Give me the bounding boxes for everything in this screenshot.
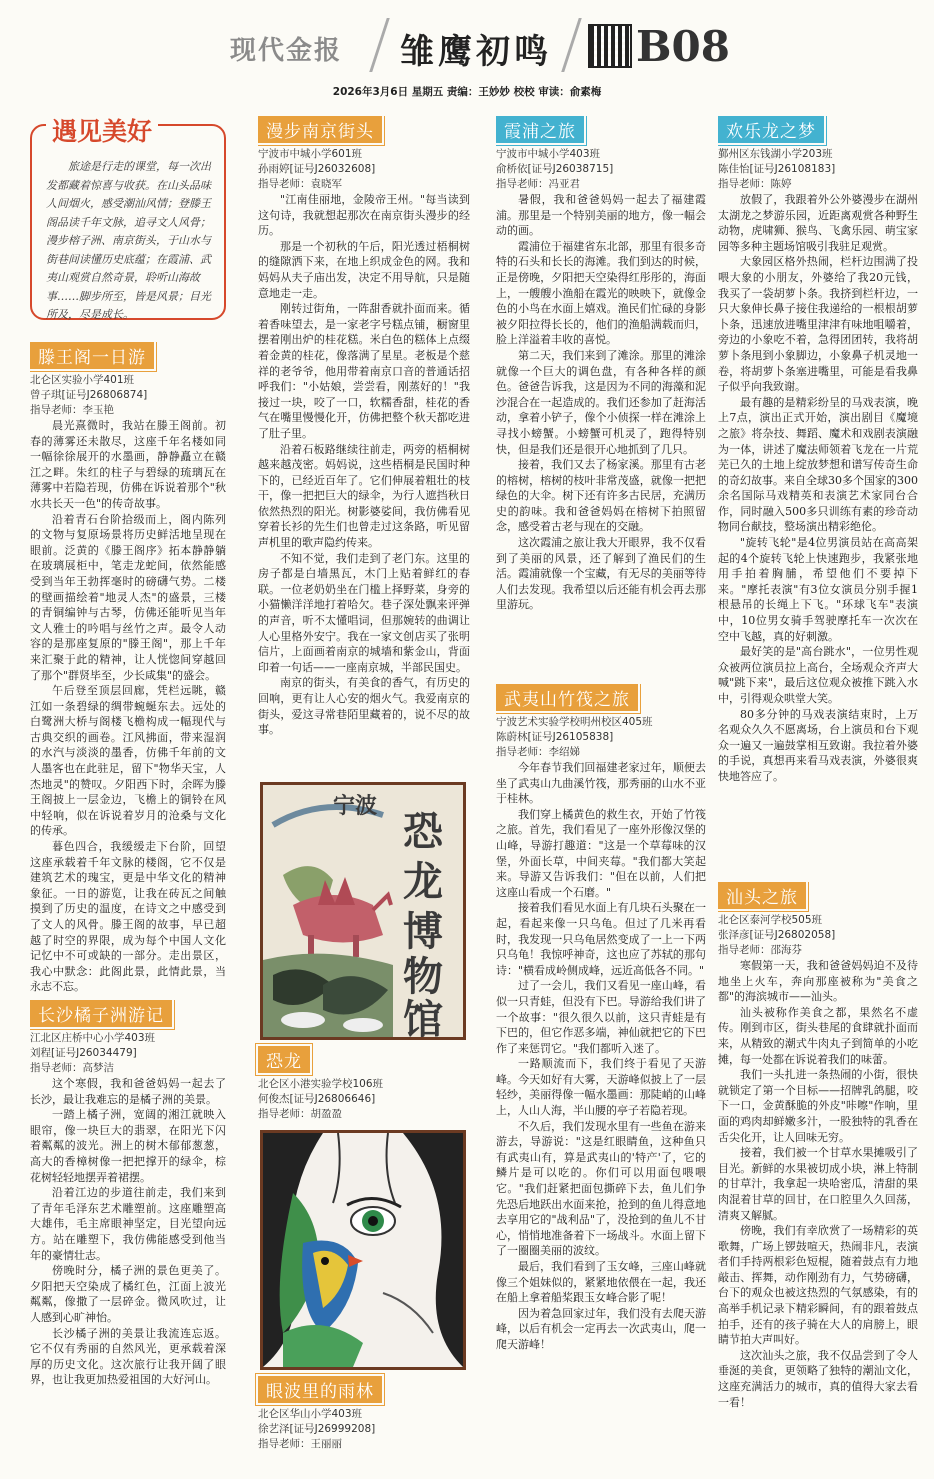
article-title: 汕头之旅 (718, 882, 806, 909)
paragraph: 接着，我们被一个甘草水果摊吸引了目光。新鲜的水果被切成小块，淋上特制的甘草汁，我拿起一块哈密瓜，清甜的果肉混着甘草的回甘，在口腔里久久回荡，清爽又解腻。 (718, 1146, 918, 1222)
article-author: 曾子琪[证号J26806874] (30, 389, 148, 401)
paragraph: 暑假，我和爸爸妈妈一起去了福建霞浦。那里是一个特别美丽的地方，像一幅会动的画。 (496, 193, 706, 238)
paragraph: 傍晚时分，橘子洲的景色更美了。夕阳把天空染成了橘红色，江面上波光粼粼，像撒了一层碎金。微风吹过，让人感到心旷神怡。 (30, 1264, 226, 1324)
column-2 (258, 116, 470, 1452)
artwork-caption-dinosaur (258, 1046, 470, 1122)
paragraph: 沿着石板路继续往前走，两旁的梧桐树越来越茂密。妈妈说，这些梧桐是民国时种下的，已经近百年了。它们伸展着粗壮的枝干，像一把把巨大的绿伞，为行人遮挡秋日依然热烈的阳光。树影婆娑间，我仿佛看见穿着长衫的先生们也曾走过这条路，听见留声机里的歌声隐约传来。 (258, 442, 470, 550)
article-xiapu (496, 116, 706, 678)
face-and-parrot-illustration (263, 1133, 463, 1367)
paragraph: 80多分钟的马戏表演结束时，上万名观众久久不愿离场，台上演员和台下观众一遍又一遍鼓掌相互致谢。我拉着外婆的手说，真想再来看马戏表演，外婆很爽快地答应了。 (718, 707, 918, 783)
article-teacher: 指导老师：袁晓军 (258, 178, 342, 190)
article-body (30, 1076, 226, 1388)
article-wuyi (496, 684, 706, 1454)
paragraph: 暮色四合，我缓缓走下台阶，回望这座承载着千年文脉的楼阁，它不仅是建筑艺术的瑰宝，更是中华文化的精神象征。一日的游览，让我在砖瓦之间触摸到了历史的温度，在诗文之中感受到了文人的风骨。滕王阁的故事，早已超越了时空的界限，成为每个中国人文化记忆中不可或缺的一部分。走出景区，我心中默念：此阁此景，此情此景，当永志不忘。 (30, 840, 226, 994)
article-author: 陈佳怡[证号J26108183] (718, 163, 836, 175)
artwork-author: 徐艺泽[证号J26999208] (258, 1423, 376, 1435)
article-teacher: 指导老师：冯亚君 (496, 178, 580, 190)
article-author: 俞桥依[证号J26038715] (496, 163, 614, 175)
article-author: 陈蔚林[证号J26105838] (496, 731, 614, 743)
paragraph: "江南佳丽地，金陵帝王州。"每当读到这句诗，我就想起那次在南京街头漫步的经历。 (258, 193, 470, 238)
article-teacher: 指导老师：高梦洁 (30, 1062, 114, 1074)
article-school: 宁波市中城小学403班 (496, 148, 601, 160)
paragraph: 过了一会儿，我们又看见一座山峰，看似一只青蛙，但没有下巴。导游给我们讲了一个故事："很久很久以前，这只青蛙是有下巴的，但它作恶多端，神仙就把它的下巴作了来惩罚它。"我们都听入迷了。 (496, 979, 706, 1055)
article-title: 漫步南京街头 (258, 116, 382, 143)
paragraph: 接着，我们又去了杨家溪。那里有古老的榕树，榕树的枝叶非常茂盛，就像一把把绿色的大伞。树下还有许多古民居，充满历史的韵味。我和爸爸妈妈在榕树下拍照留念，感受着古老与现在的交融。 (496, 458, 706, 534)
artwork-teacher: 指导老师：王丽丽 (258, 1438, 342, 1450)
paragraph: 沿着江边的步道往前走，我们来到了青年毛泽东艺术雕塑前。这座雕塑高大雄伟，毛主席眼神坚定，目光望向远方。站在雕塑下，我仿佛能感受到他当年的豪情壮志。 (30, 1186, 226, 1262)
svg-text:馆: 馆 (403, 996, 443, 1037)
paper-name: 现代金报 (230, 36, 343, 66)
article-title: 霞浦之旅 (496, 116, 584, 143)
svg-text:物: 物 (403, 953, 443, 1000)
paragraph: 这个寒假，我和爸爸妈妈一起去了长沙，最让我难忘的是橘子洲的美景。 (30, 1077, 226, 1106)
paragraph: 这次汕头之旅，我不仅品尝到了令人垂涎的美食，更领略了独特的潮汕文化，这座充满活力的城市，真的值得大家去看一看！ (718, 1348, 918, 1409)
article-huanle (718, 116, 918, 876)
svg-text:博: 博 (403, 908, 443, 955)
paragraph: 第二天，我们来到了滩涂。那里的滩涂就像一个巨大的调色盘，有各种各样的颜色。爸爸告诉我，这是因为不同的海藻和泥沙混合在一起造成的。我们还参加了赶海活动，拿着小铲子，像个小侦探一样在滩涂上寻找小螃蟹。小螃蟹可机灵了，跑得特别快，但是我们还是很开心地抓到了几只。 (496, 348, 706, 456)
article-body (496, 192, 706, 613)
svg-text:龙: 龙 (403, 858, 443, 905)
column-3 (496, 116, 706, 1460)
paragraph: 晨光熹微时，我站在滕王阁前。初春的薄雾还未散尽，这座千年名楼如同一幅徐徐展开的水墨画，静静矗立在赣江之畔。朱红的柱子与碧绿的琉璃瓦在薄雾中若隐若现，仿佛在诉说着那个"秋水共长天一色"的传奇故事。 (30, 419, 226, 510)
svg-text:宁波: 宁波 (333, 793, 378, 819)
paragraph: 长沙橘子洲的美景让我流连忘返。它不仅有秀丽的自然风光，更承载着深厚的历史文化。这次旅行让我开阔了眼界，也让我更加热爱祖国的大好河山。 (30, 1326, 226, 1387)
paragraph: 一踏上橘子洲，宽阔的湘江就映入眼帘，像一块巨大的翡翠，在阳光下闪着粼粼的波光。洲上的树木郁郁葱葱，高大的香樟树像一把把撑开的绿伞，棕花树轻轻地摆弄着裙摆。 (30, 1108, 226, 1184)
article-author: 孙雨婷[证号J26032608] (258, 163, 376, 175)
artwork-title: 眼波里的雨林 (258, 1376, 382, 1403)
article-body (718, 192, 918, 785)
paragraph: 不久后，我们发现水里有一些鱼在游来游去，导游说："这是红眼睛鱼，这种鱼只有武夷山有，算是武夷山的'特产'了，它的鳞片是可以吃的。你们可以用面包喂喂它。"我们赶紧把面包撕碎下去，鱼儿们争先恐后地跃出水面来抢，抢到的鱼儿得意地去享用它的"战利品"了，没抢到的鱼儿不甘心，悄悄地准备着下一场战斗。水面上留下了一圈圈美丽的波纹。 (496, 1119, 706, 1258)
paragraph: 最有趣的是精彩纷呈的马戏表演，晚上7点，演出正式开始，演出剧目《魔境之旅》将杂技、舞蹈、魔术和戏剧表演融为一体，讲述了魔法师领着飞龙在一片荒芜已久的土地上绽放梦想和谱写传奇生命的奇幻故事。来自全球30多个国家的300余名国际马戏精英和表演艺术家同台合作，同时融入500多只训练有素的珍奇动物同台献技，整场演出精彩绝伦。 (718, 395, 918, 534)
article-school: 北仑区泰河学校505班 (718, 914, 823, 926)
paragraph: 午后登至顶层回廊，凭栏远眺，赣江如一条碧绿的绸带蜿蜒东去。远处的白鹭洲大桥与阁楼飞檐构成一幅现代与古典交织的画卷。江风拂面，带来湿润的水汽与淡淡的墨香，仿佛千年前的文人墨客也在此驻足，留下"物华天宝，人杰地灵"的赞叹。夕阳西下时，余晖为滕王阁披上一层金边，飞檐上的铜铃在风中轻响，似在诉说着岁月的沧桑与文化的传承。 (30, 684, 226, 838)
artwork-title: 恐龙 (258, 1046, 310, 1073)
paragraph: 霞浦位于福建省东北部，那里有很多奇特的石头和长长的海滩。我们到达的时候，正是傍晚，夕阳把天空染得红彤彤的，海面上，一艘艘小渔船在霞光的映映下，就像金色的小鸟在水面上嬉戏。渔民们忙碌的身影被夕阳拉得长长的，他们的渔船满载而归，脸上洋溢着丰收的喜悦。 (496, 239, 706, 347)
paragraph: 汕头被称作美食之都，果然名不虚传。刚到市区，街头巷尾的食肆就扑面而来，从精致的潮式牛肉丸子到简单的小吃摊，每一处都在诉说着我们的味蕾。 (718, 1005, 918, 1066)
masthead (0, 0, 934, 98)
intro-text: 旅途是行走的课堂，每一次出发都藏着惊喜与收获。在山头品味人间烟火，感受潮汕风情；登滕王阁品读千年文脉，追寻文人风骨；漫步榕子洲、南京街头，于山水与街巷间读懂历史底蕴；在霞浦、武夷山观赏自然奇景，聆听山海故事……脚步所至，皆是风景；目光所及，尽是成长。 (46, 160, 211, 321)
paragraph: 最好笑的是"高台跳水"，一位男性观众被两位演员拉上高台，全场观众齐声大喊"跳下来"，最后这位观众被推下跳入水中，引得观众哄堂大笑。 (718, 645, 918, 705)
article-body (30, 418, 226, 994)
article-body (718, 958, 918, 1410)
artwork-school: 北仑区小港实验学校106班 (258, 1078, 384, 1090)
paragraph: 寒假第一天，我和爸爸妈妈迫不及待地坐上火车，奔向那座被称为"美食之都"的海滨城市——汕头。 (718, 959, 918, 1004)
paragraph: 放假了，我跟着外公外婆漫步在湖州太湖龙之梦游乐园，近距离观赏各种野生动物，虎啸狮、猴鸟、飞禽乐园、萌宝家园等多种主题场馆吸引我驻足观赏。 (718, 193, 918, 253)
artwork-school: 北仑区华山小学403班 (258, 1408, 363, 1420)
paragraph: 因为着急回家过年，我们没有去爬天游峰，以后有机会一定再去一次武夷山，爬一爬天游峰！ (496, 1306, 706, 1351)
article-title: 滕王阁一日游 (30, 342, 154, 369)
paragraph: 南京的街头，有美食的香气，有历史的回响，更有让人心安的烟火气。我爱南京的街头，爱这寻常巷陌里藏着的，说不尽的故事。 (258, 676, 470, 737)
article-teacher: 指导老师：李绍娣 (496, 746, 580, 758)
article-nanjing (258, 116, 470, 774)
article-school: 鄞州区东钱湖小学203班 (718, 148, 833, 160)
paragraph: 接着我们看见水面上有几块石头聚在一起，看起来像一只乌龟。但过了几米再看时，我发现一只乌龟居然变成了一上一下两只乌龟！我惊呼神奇，这也应了苏轼的那句诗："横看成岭侧成峰，远近高低各不同。" (496, 901, 706, 977)
paragraph: 今年春节我们回福建老家过年，顺便去坐了武夷山九曲溪竹筏，那秀丽的山水不亚于桂林。 (496, 761, 706, 806)
rainforest-painting (260, 1130, 466, 1370)
article-title: 欢乐龙之梦 (718, 116, 824, 143)
paragraph: 最后，我们看到了玉女峰，三座山峰就像三个姐妹似的，紧紧地依偎在一起，我还在船上拿着船桨跟玉女峰合影了呢！ (496, 1260, 706, 1305)
article-body (258, 192, 470, 738)
page-number: B08 (636, 22, 730, 71)
article-teacher: 指导老师：陈婷 (718, 178, 792, 190)
paragraph: "旋转飞轮"是4位男演员站在高高架起的4个旋转飞轮上快速跑步，我紧张地用手拍着胸脯，希望他们不要掉下来。"摩托表演"有3位女演员分别手握1根悬吊的长绳上下飞。"环球飞车"表演中，10位男女骑手驾驶摩托车一次次在空中飞越，真的好刺激。 (718, 536, 918, 643)
article-author: 张泽彦[证号J26802058] (718, 929, 836, 941)
article-school: 宁波市中城小学601班 (258, 148, 363, 160)
column-1 (30, 116, 226, 1426)
artwork-caption-rain (258, 1376, 470, 1452)
dinosaur-illustration (263, 785, 463, 1037)
page-title: 雏鹰初鸣 (400, 32, 552, 72)
paragraph: 我们穿上橘黄色的救生衣，开始了竹筏之旅。首先，我们看见了一座外形像汉堡的山峰，导游打趣道："这是一个草莓味的汉堡，外面长草，中间夹莓。"我们都大笑起来。导游又告诉我们："但在以前，人们把这座山看成一个石磨。" (496, 807, 706, 899)
intro-box (30, 117, 226, 321)
paragraph: 傍晚，我们有幸欣赏了一场精彩的英歌舞，广场上锣鼓喧天，热闹非凡，表演者们手持两根彩色短棍，随着鼓点有力地敲击、挥舞，动作刚劲有力，气势磅礴，台下的观众也被这热烈的气氛感染，有的高举手机记录下精彩瞬间，有的跟着鼓点拍手，还有的孩子骑在大人的肩膀上，眼睛节拍大声叫好。 (718, 1224, 918, 1347)
paragraph: 我们一头扎进一条热闹的小街，很快就锁定了第一个目标——招牌乳鸽腿，咬下一口，金黄酥脆的外皮"咔嚓"作响，里面的鸡肉却鲜嫩多汁，一股独特的乳香在舌尖化开，让人回味无穷。 (718, 1068, 918, 1144)
divider (561, 18, 582, 72)
article-school: 北仑区实验小学401班 (30, 374, 135, 386)
article-teacher: 指导老师：李玉艳 (30, 404, 114, 416)
article-changsha (30, 1000, 226, 1420)
article-tengwang (30, 342, 226, 994)
dateline: 2026年3月6日 星期五 责编：王妙妙 校校 审读：俞素梅 (332, 86, 602, 98)
artwork-author: 何俊杰[证号J26806646] (258, 1093, 376, 1105)
article-school: 江北区庄桥中心小学403班 (30, 1032, 156, 1044)
article-title: 武夷山竹筏之旅 (496, 684, 638, 711)
article-shantou (718, 882, 918, 1452)
artwork-teacher: 指导老师：胡盈盈 (258, 1108, 342, 1120)
paragraph: 沿着青石台阶拾级而上，阁内陈列的文物与复原场景将历史鲜活地呈现在眼前。泛黄的《滕王阁序》拓本静静躺在玻璃展柜中，笔走龙蛇间，依然能感受到当年王勃挥毫时的磅礴气势。二楼的壁画描绘着"地灵人杰"的盛景，三楼的青铜编钟与古琴，仿佛还能听见当年文人雅士的吟唱与丝竹之声。最令人动容的是那座复原的"滕王阁"，那上千年来汇聚于此的精神，让人恍惚间穿越回了那个"群贤毕至，少长咸集"的盛会。 (30, 512, 226, 682)
article-body (496, 760, 706, 1353)
paragraph: 那是一个初秋的午后，阳光透过梧桐树的缝隙洒下来，在地上织成金色的网。我和妈妈从夫子庙出发，决定不用导航，只是随意地走一走。 (258, 239, 470, 300)
column-4 (718, 116, 918, 1458)
paragraph: 刚转过街角，一阵甜香就扑面而来。循着香味望去，是一家老字号糕点铺，橱窗里摆着刚出炉的桂花糕。米白色的糕体上点缀着金黄的桂花，像落满了星星。老板是个慈祥的老爷爷，他用带着南京口音的普通话招呼我们："小姑娘，尝尝看，刚蒸好的！"我接过一块，咬了一口，软糯香甜，桂花的香气在嘴里慢慢化开，仿佛把整个秋天都吃进了肚子里。 (258, 302, 470, 440)
painting-lettering: 恐 (403, 808, 443, 855)
paragraph: 一路顺流而下，我们终于看见了天游峰。今天如好有大雾，天游峰似披上了一层轻纱，美丽得像一幅水墨画：那陡峭的山峰上，人山人海，半山腰的亭子若隐若现。 (496, 1057, 706, 1118)
article-author: 刘程[证号J26034479] (30, 1047, 137, 1059)
intro-title: 遇见美好 (46, 112, 158, 148)
divider (369, 18, 390, 72)
article-school: 宁波艺术实验学校明州校区405班 (496, 716, 653, 728)
paragraph: 不知不觉，我们走到了老门东。这里的房子都是白墙黑瓦，木门上贴着鲜红的春联。一位老奶奶坐在门槛上择野菜，身旁的小猫懒洋洋地打着哈欠。巷子深处飘来评弹的声音，听不太懂唱词，但那婉转的曲调让人心里格外安宁。我在一家文创店买了张明信片，上面画着南京的城墙和紫金山，背面印着一句话——一座南京城，半部民国史。 (258, 551, 470, 674)
qr-code-icon (588, 24, 632, 68)
dinosaur-painting (260, 782, 466, 1040)
paragraph: 大象园区格外热闹，栏杆边围满了投喂大象的小朋友，外婆给了我20元钱，我买了一袋胡萝卜条。我挤到栏杆边，一只大象伸长鼻子接住我递给的一根根胡萝卜条，迅速放进嘴里津津有味地咀嚼着，旁边的小象吃不着，急得团团转，我将胡萝卜条甩到小象脚边，小象鼻子机灵地一卷，将胡萝卜条塞进嘴里，可能是看我鼻子似乎向我致谢。 (718, 255, 918, 394)
paragraph: 这次霞浦之旅让我大开眼界，我不仅看到了美丽的风景，还了解到了渔民们的生活。霞浦就像一个宝藏，有无尽的美丽等待人们去发现。我希望以后还能有机会再去那里游玩。 (496, 536, 706, 612)
article-teacher: 指导老师：邵海芬 (718, 944, 802, 956)
article-title: 长沙橘子洲游记 (30, 1000, 172, 1027)
